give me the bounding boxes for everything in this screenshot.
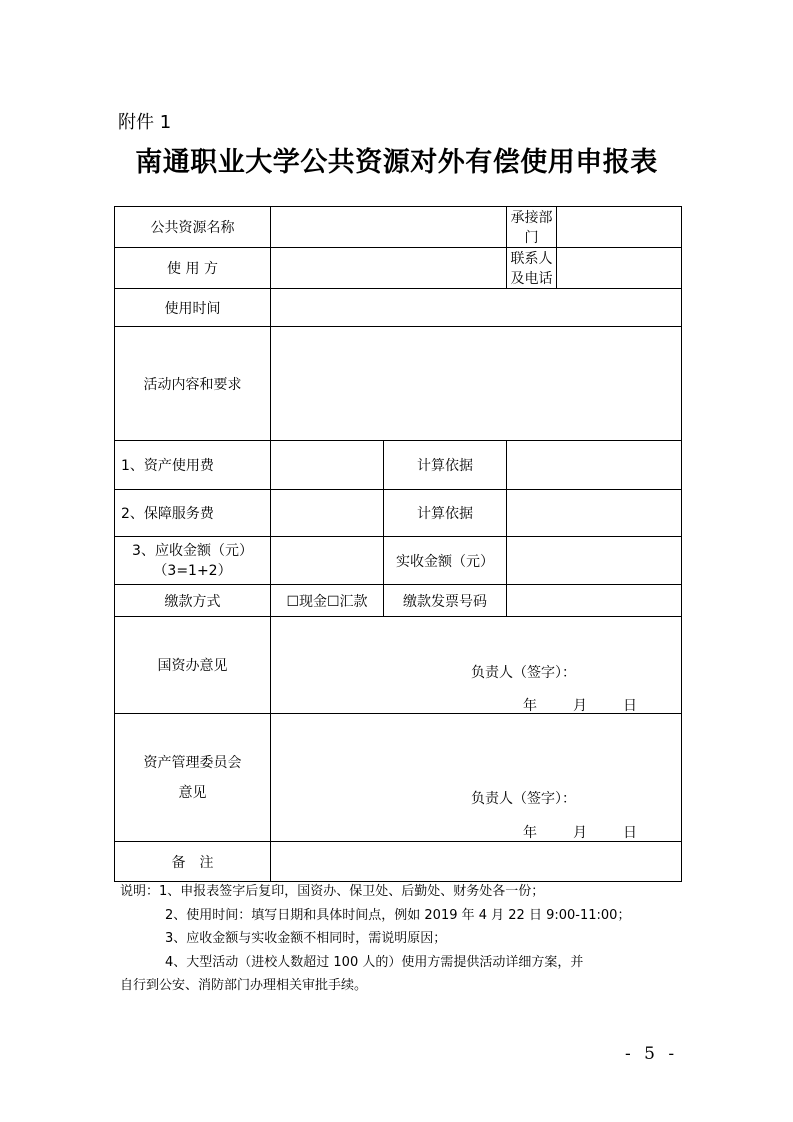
user-field[interactable] [271, 248, 507, 289]
asset-office-year: 年 [523, 698, 537, 714]
basis-field-2[interactable] [507, 490, 682, 537]
basis-label-2: 计算依据 [384, 490, 507, 537]
note-line-3: 3、应收金额与实收金额不相同时，需说明原因； [165, 931, 447, 946]
committee-day: 日 [623, 825, 637, 841]
committee-date [523, 822, 637, 842]
committee-label-line2: 意见 [178, 784, 207, 801]
asset-office-signer-label: 负责人（签字）： [471, 665, 576, 681]
note-line-5: 自行到公安、消防部门办理相关审批手续。 [120, 978, 368, 993]
basis-field-1[interactable] [507, 441, 682, 490]
asset-office-date [523, 695, 637, 715]
asset-office-opinion-field[interactable] [271, 617, 682, 714]
asset-office-day: 日 [623, 698, 637, 714]
committee-opinion-field[interactable] [271, 714, 682, 842]
receivable-label [115, 537, 271, 585]
contact-label: 联系人及电话 [507, 248, 557, 289]
received-label: 实收金额（元） [384, 537, 507, 585]
note-line-4: 4、大型活动（进校人数超过 100 人的）使用方需提供活动详细方案，并 [165, 954, 584, 970]
committee-label-line1: 资产管理委员会 [143, 754, 242, 771]
note-line-1: 说明：1、申报表签字后复印，国资办、保卫处、后勤处、财务处各一份； [120, 884, 545, 899]
committee-signer-label: 负责人（签字）： [471, 791, 576, 807]
note-line-2: 2、使用时间：填写日期和具体时间点，例如 2019 年 4 月 22 日 9:00-11:00； [165, 907, 631, 923]
usage-time-label: 使用时间 [115, 289, 271, 327]
asset-office-label: 国资办意见 [115, 617, 271, 714]
committee-year: 年 [523, 825, 537, 841]
asset-office-month: 月 [573, 698, 587, 714]
contact-field[interactable] [557, 248, 682, 289]
usage-time-field[interactable] [271, 289, 682, 327]
resource-name-label: 公共资源名称 [115, 207, 271, 248]
user-label: 使 用 方 [115, 248, 271, 289]
payment-label: 缴款方式 [115, 585, 271, 617]
receivable-label-line2: （3=1+2） [153, 562, 232, 579]
activity-label: 活动内容和要求 [115, 327, 271, 441]
basis-label-1: 计算依据 [384, 441, 507, 490]
receivable-field[interactable] [271, 537, 384, 585]
receivable-label-line1: 3、应收金额（元） [132, 542, 253, 559]
payment-options[interactable]: ☐现金☐汇款 [271, 585, 384, 617]
remarks-label: 备 注 [115, 842, 271, 882]
resource-name-field[interactable] [271, 207, 507, 248]
asset-fee-label: 1、资产使用费 [115, 441, 271, 490]
invoice-label: 缴款发票号码 [384, 585, 507, 617]
application-form [114, 206, 682, 882]
committee-label [115, 714, 271, 842]
activity-field[interactable] [271, 327, 682, 441]
invoice-field[interactable] [507, 585, 682, 617]
service-fee-label: 2、保障服务费 [115, 490, 271, 537]
page-title: 南通职业大学公共资源对外有偿使用申报表 [135, 147, 658, 178]
remarks-field[interactable] [271, 842, 682, 882]
asset-fee-field[interactable] [271, 441, 384, 490]
notes-section [120, 880, 685, 998]
page-number: - 5 - [625, 1044, 679, 1064]
dept-label: 承接部门 [507, 207, 557, 248]
committee-month: 月 [573, 825, 587, 841]
service-fee-field[interactable] [271, 490, 384, 537]
attachment-label: 附件 1 [118, 112, 172, 133]
received-field[interactable] [507, 537, 682, 585]
dept-field[interactable] [557, 207, 682, 248]
